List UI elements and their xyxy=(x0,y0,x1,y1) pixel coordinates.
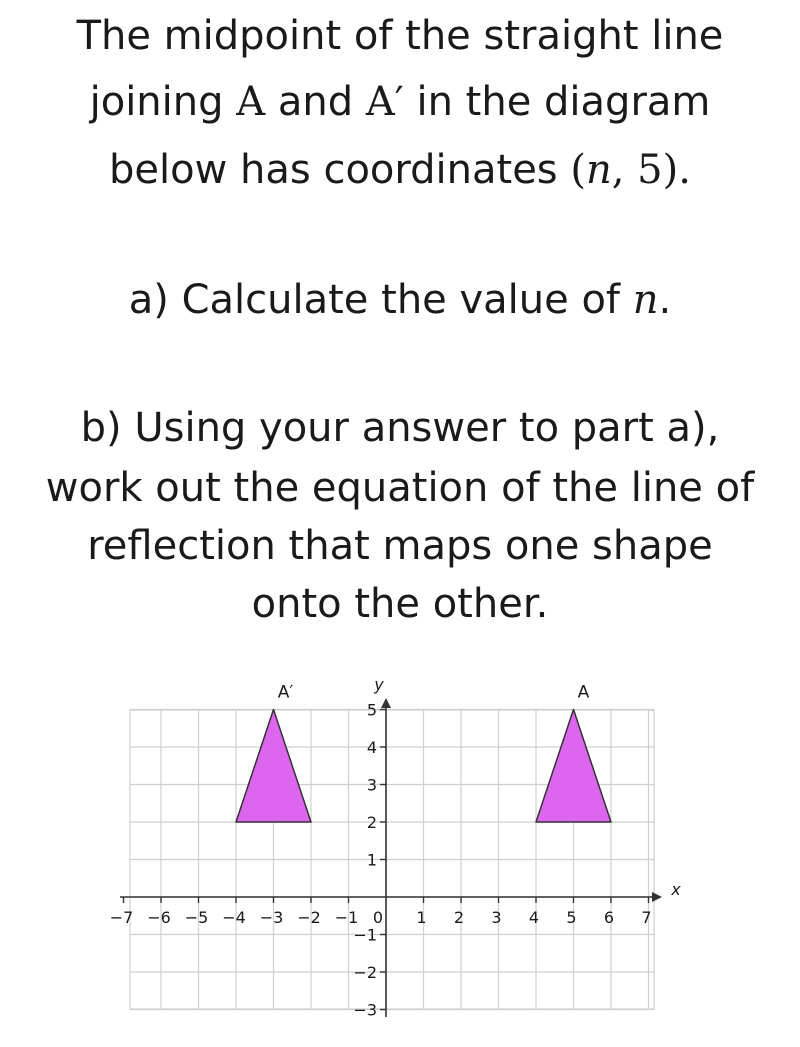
x-tick-label: 7 xyxy=(641,908,652,927)
part-a: a) Calculate the value of n. xyxy=(128,277,672,323)
triangle-a-label: A xyxy=(577,682,590,703)
coordinate-grid-diagram xyxy=(0,660,800,1047)
x-axis-arrow xyxy=(652,892,662,902)
triangle-a-prime xyxy=(236,710,311,823)
x-tick-label: −7 xyxy=(109,908,134,927)
question-line-3: below has coordinates (n, 5). xyxy=(109,147,691,193)
x-tick-label: 5 xyxy=(566,908,577,927)
y-tick-label: 4 xyxy=(366,738,377,757)
part-b-line-1: b) Using your answer to part a), xyxy=(80,405,720,451)
x-tick-label: −2 xyxy=(297,908,321,927)
x-tick-label: −3 xyxy=(259,908,284,927)
x-tick-label: 2 xyxy=(453,908,465,927)
y-tick-label: 3 xyxy=(366,775,377,795)
y-tick-label: −1 xyxy=(353,925,377,945)
x-tick-label: −1 xyxy=(334,908,359,927)
triangle-a xyxy=(536,710,611,823)
part-b-line-4: onto the other. xyxy=(251,581,549,627)
x-tick-label: −5 xyxy=(184,908,209,927)
x-tick-label: −4 xyxy=(222,908,246,927)
y-tick-label: −2 xyxy=(353,963,377,982)
x-tick-label: 6 xyxy=(603,908,615,927)
y-axis-arrow xyxy=(381,698,391,708)
point-a-prime-label: A′ xyxy=(365,79,404,125)
variable-n: n xyxy=(585,147,612,193)
y-tick-label: 5 xyxy=(366,700,377,720)
question-line-2: joining A and A′ in the diagram xyxy=(89,79,711,125)
y-tick-label: 1 xyxy=(366,850,377,870)
x-axis-label: x xyxy=(671,880,681,899)
part-b-line-3: reflection that maps one shape xyxy=(87,523,713,569)
x-tick-label: 4 xyxy=(528,908,540,927)
triangle-a-prime-label: A′ xyxy=(277,682,294,703)
x-tick-label: 3 xyxy=(491,908,502,927)
y-axis-label: y xyxy=(374,675,384,694)
y-tick-label: −3 xyxy=(353,1000,377,1020)
part-b-line-2: work out the equation of the line of xyxy=(45,465,755,511)
x-tick-label: 1 xyxy=(416,908,427,927)
x-tick-label: −6 xyxy=(147,908,171,927)
point-a-label: A xyxy=(236,79,266,125)
y-tick-label: 2 xyxy=(366,813,377,832)
question-line-1: The midpoint of the straight line xyxy=(76,13,724,59)
x-tick-label: 0 xyxy=(372,908,384,927)
